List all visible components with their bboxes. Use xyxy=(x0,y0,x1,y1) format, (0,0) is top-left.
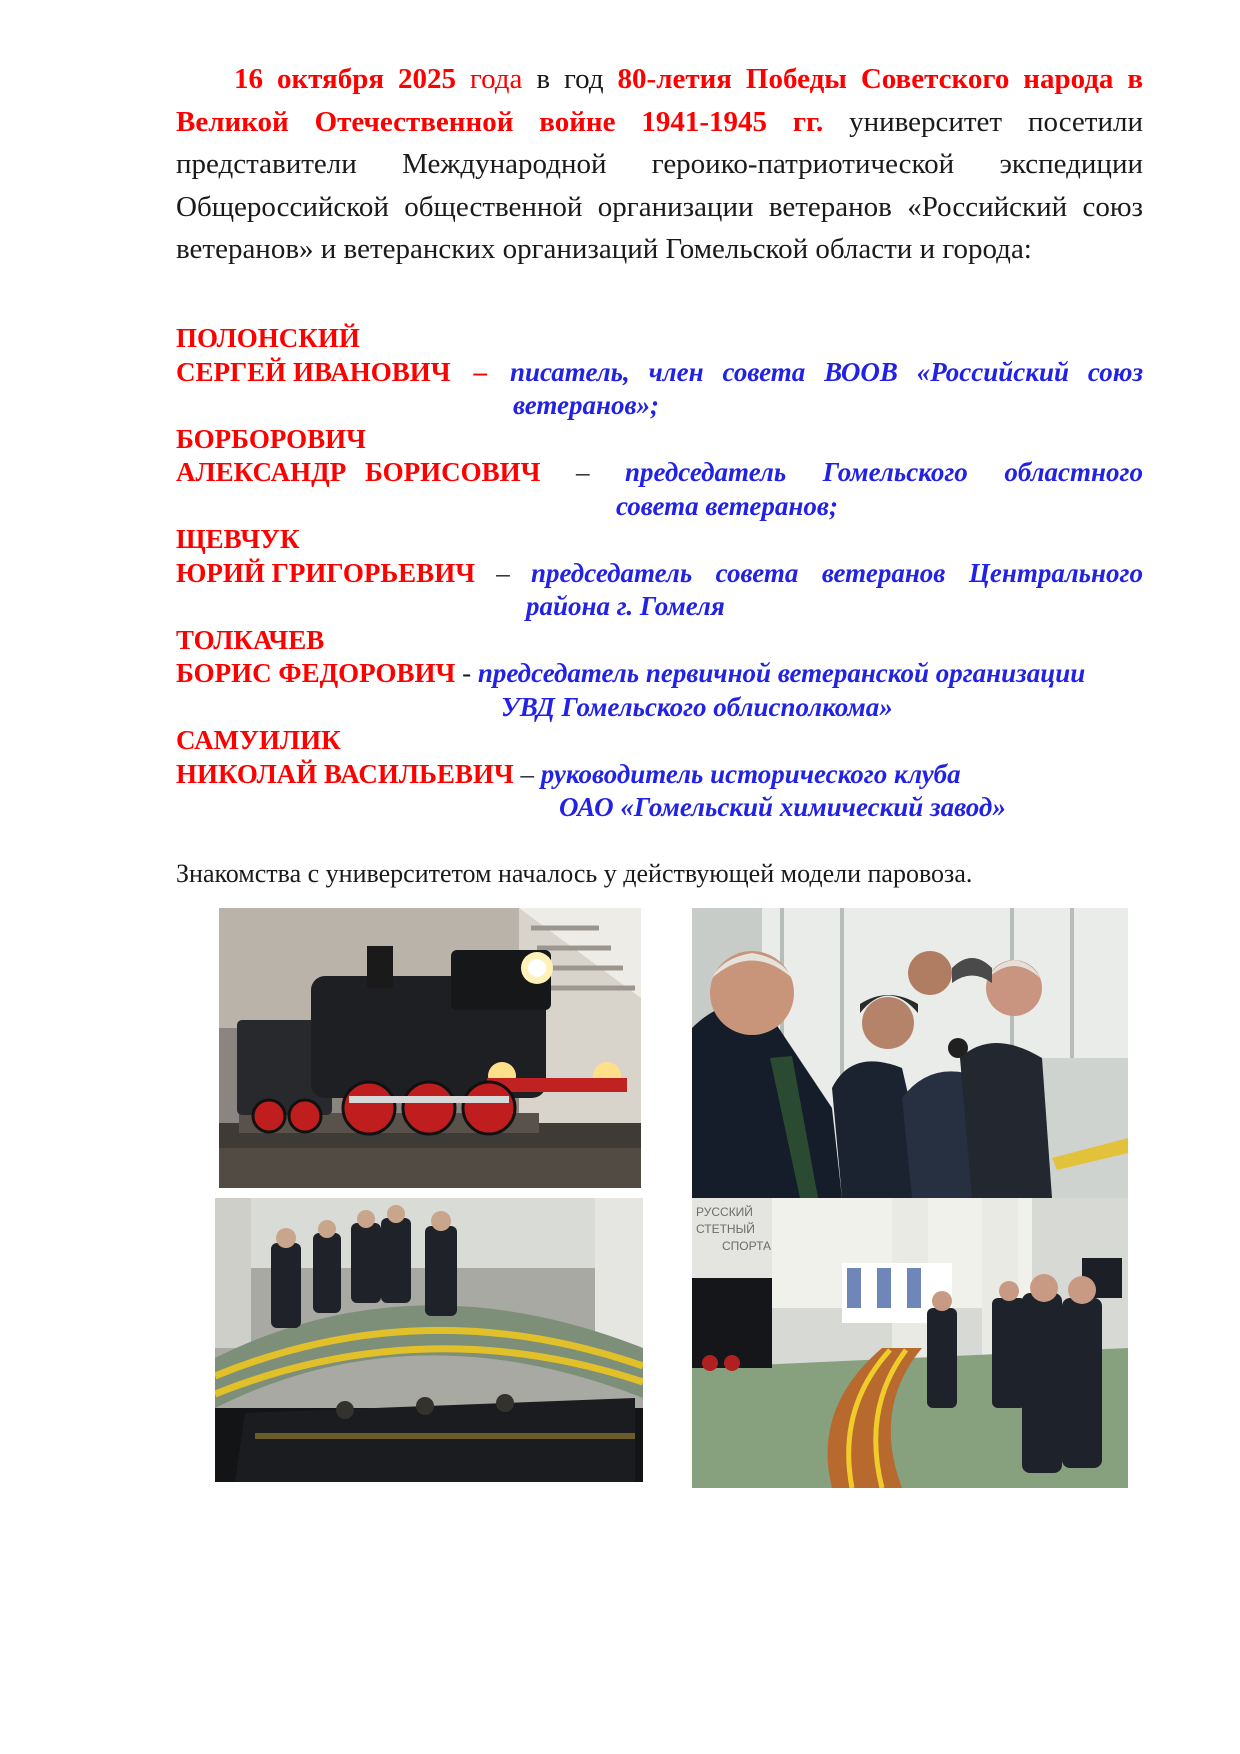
person-first-name: ЮРИЙ ГРИГОРЬЕВИЧ xyxy=(176,557,476,588)
person-separator: – xyxy=(576,457,590,487)
person-last-name: САМУИЛИК xyxy=(176,725,341,755)
person-role: председатель Гомельского областного xyxy=(625,457,1143,487)
person-samuilik xyxy=(176,724,1143,825)
photo-sign-text: РУССКИЙ xyxy=(696,1205,753,1219)
person-role: писатель, член совета ВООВ «Российский союз xyxy=(509,356,1143,387)
person-polonsky xyxy=(176,322,1143,423)
visitors-closeup-photo xyxy=(692,908,1128,1198)
intro-word-v-god: в год xyxy=(536,63,604,95)
person-separator: – xyxy=(520,758,534,789)
photo-sign-text: СТЕТНЫЙ xyxy=(696,1222,755,1236)
person-role-cont: ОАО «Гомельский химический завод» xyxy=(559,792,1006,822)
intro-date: 16 октября 2025 xyxy=(234,63,456,95)
person-shchevchuk xyxy=(176,523,1143,624)
person-first-name: СЕРГЕЙ ИВАНОВИЧ xyxy=(176,356,451,387)
person-first-name: НИКОЛАЙ ВАСИЛЬЕВИЧ xyxy=(176,758,514,789)
person-last-name: ТОЛКАЧЕВ xyxy=(176,624,325,655)
person-role-cont: района г. Гомеля xyxy=(526,591,725,621)
guest-list xyxy=(176,322,1143,825)
person-last-name: ПОЛОНСКИЙ xyxy=(176,323,360,353)
person-role: председатель первичной ветеранской организации xyxy=(477,658,1086,688)
person-role-cont: совета ветеранов; xyxy=(616,490,838,521)
person-role: руководитель исторического клуба xyxy=(540,758,961,789)
person-role: председатель совета ветеранов Центрального xyxy=(530,557,1143,588)
person-last-name: ЩЕВЧУК xyxy=(176,524,300,554)
person-role-cont: УВД Гомельского облисполкома» xyxy=(501,691,893,722)
person-tolkachev xyxy=(176,624,1143,725)
photo-sign-text: СПОРТА xyxy=(722,1239,772,1253)
intro-paragraph xyxy=(176,58,1143,271)
intro-victory: 80-летия Победы Советского народа в Великой Отечественной войне 1941-1945 гг. xyxy=(176,63,1144,138)
person-borborovich xyxy=(176,423,1143,524)
person-separator: – xyxy=(496,557,510,588)
intro-word-goda: года xyxy=(469,63,523,95)
hall-visitors-photo xyxy=(692,1198,1128,1488)
person-first-name: БОРИС ФЕДОРОВИЧ xyxy=(176,658,456,688)
person-separator: – xyxy=(473,356,488,387)
intro-rest: университет посетили представители Международной героико-патриотической экспедиции Общероссийской общественной организации ветеранов «Российский союз ветеранов» и ветеранских организаций Гомельской области и города: xyxy=(176,105,1143,266)
visitors-above-locomotive-photo xyxy=(215,1198,643,1482)
person-first-name: АЛЕКСАНДР БОРИСОВИЧ xyxy=(176,457,541,487)
locomotive-photo xyxy=(219,908,641,1188)
person-separator: - xyxy=(462,658,472,688)
person-role-cont: ветеранов»; xyxy=(513,390,660,420)
person-last-name: БОРБОРОВИЧ xyxy=(176,423,366,454)
photo-caption: Знакомства с университетом началось у действующей модели паровоза. xyxy=(176,859,973,888)
